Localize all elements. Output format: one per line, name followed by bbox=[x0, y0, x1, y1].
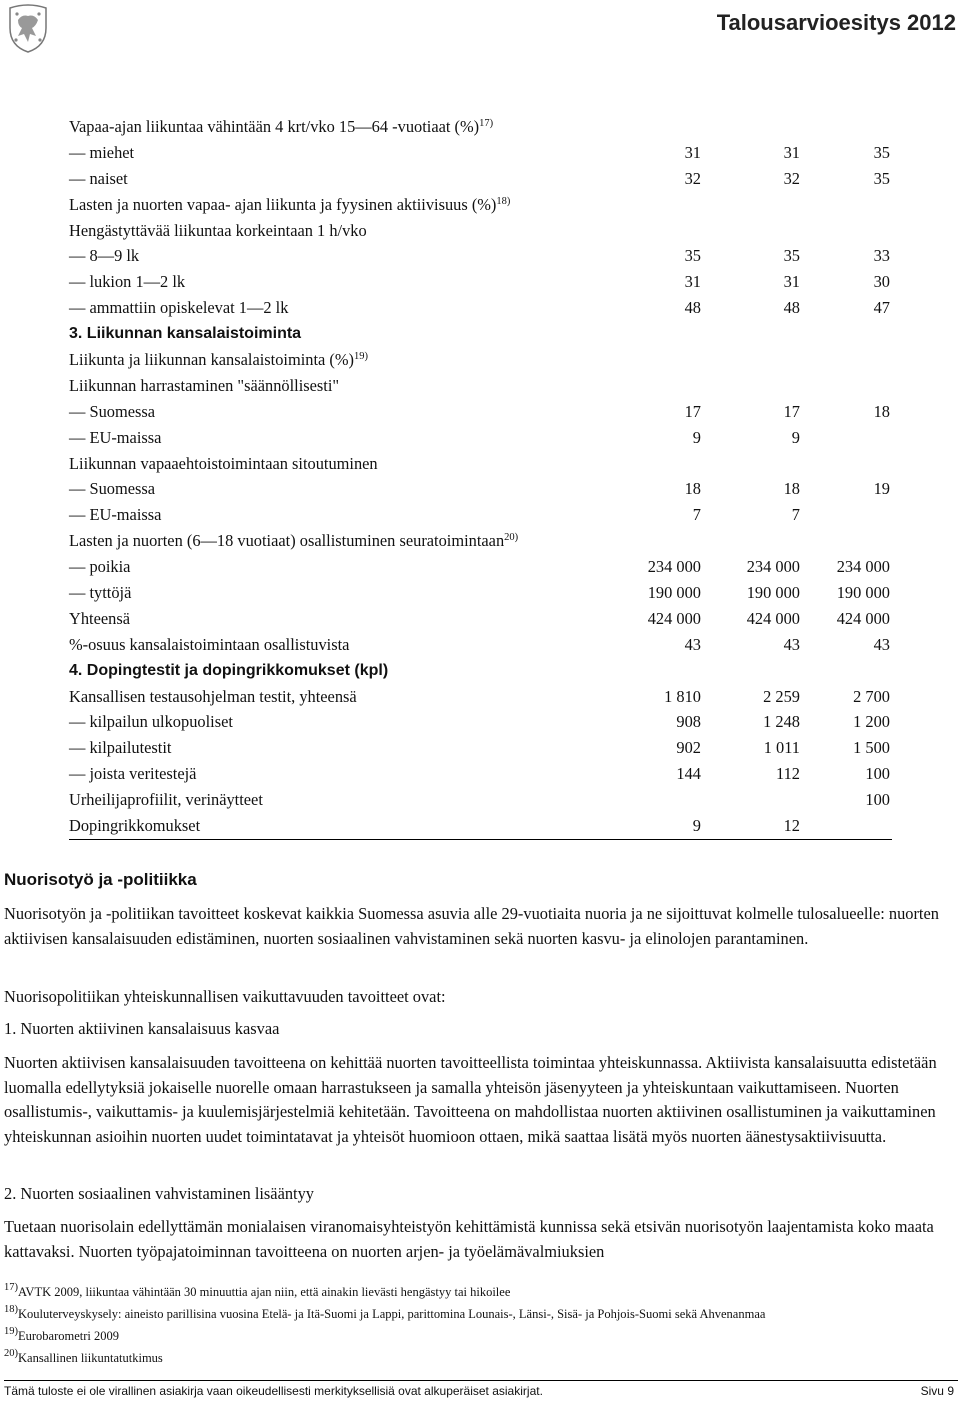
row-label-text: Liikunnan vapaaehtoistoimintaan sitoutuminen bbox=[69, 453, 378, 473]
value-col-2: 43 bbox=[783, 634, 800, 654]
table-row bbox=[69, 502, 892, 528]
value-col-1: 17 bbox=[684, 401, 701, 421]
table-row bbox=[69, 684, 892, 710]
footnote-text: Kouluterveyskysely: aineisto parillisina vuosina Etelä- ja Itä-Suomi ja Lappi, parittomina Lounais-, Länsi-, Sisä- ja Pohjois-Suomi sekä Ahvenanmaa bbox=[18, 1307, 766, 1321]
row-label bbox=[69, 787, 263, 813]
table-row bbox=[69, 166, 892, 192]
section-intro-paragraph: Nuorisotyön ja -politiikan tavoitteet koskevat kaikkia Suomessa asuvia alle 29-vuotiaita nuoria ja ne sijoittuvat kolmelle tulosalueelle: nuorten aktiivisen kansalaisuuden edistäminen, nuorten sosiaalinen vahvistaminen sekä nuorten kasvu- ja elinolojen parantaminen. bbox=[4, 904, 939, 948]
row-label bbox=[69, 399, 155, 425]
goals-intro-paragraph: Nuorisopolitiikan yhteiskunnallisen vaikuttavuuden tavoitteet ovat: bbox=[4, 987, 446, 1006]
row-label-text: — kilpailun ulkopuoliset bbox=[69, 712, 233, 732]
row-label-text: 4. Dopingtestit ja dopingrikkomukset (kpl) bbox=[69, 661, 389, 679]
table-section-heading bbox=[69, 321, 892, 347]
row-label-text: Dopingrikkomukset bbox=[69, 816, 201, 836]
row-label bbox=[69, 451, 378, 477]
row-label bbox=[69, 114, 493, 140]
value-col-1: 9 bbox=[692, 816, 701, 836]
value-col-2: 35 bbox=[783, 246, 800, 266]
value-col-1: 35 bbox=[684, 246, 701, 266]
table-row bbox=[69, 451, 892, 477]
row-label-text: — miehet bbox=[69, 142, 135, 162]
row-label bbox=[69, 580, 131, 606]
value-col-1: 144 bbox=[676, 764, 701, 784]
value-col-1: 43 bbox=[684, 634, 701, 654]
row-label bbox=[69, 606, 130, 632]
row-label bbox=[69, 761, 196, 787]
row-label-text: — 8—9 lk bbox=[69, 246, 140, 266]
row-label-text: Kansallisen testausohjelman testit, yhteensä bbox=[69, 686, 357, 706]
row-label bbox=[69, 192, 510, 218]
table-row bbox=[69, 709, 892, 735]
table-row bbox=[69, 347, 892, 373]
goal2-paragraph: Tuetaan nuorisolain edellyttämän monialaisen viranomaisyhteistyön kehittämistä kunnissa sekä etsivän nuorisotyön laajentamista koko maata kattavaksi. Nuorten työpajatoiminnan tavoitteena on nuorten arjen- ja työelämävalmiuksien bbox=[4, 1217, 934, 1261]
row-label bbox=[69, 476, 155, 502]
row-label bbox=[69, 269, 185, 295]
row-label-text: — ammattiin opiskelevat 1—2 lk bbox=[69, 298, 289, 318]
value-col-2: 31 bbox=[783, 142, 800, 162]
footnote-ref: 18) bbox=[496, 195, 511, 207]
row-label-text: — EU-maissa bbox=[69, 505, 162, 525]
value-col-3: 1 500 bbox=[853, 738, 890, 758]
row-label-text: — lukion 1—2 lk bbox=[69, 272, 186, 292]
value-col-1: 1 810 bbox=[664, 686, 701, 706]
table-row bbox=[69, 606, 892, 632]
row-label bbox=[69, 554, 130, 580]
row-label bbox=[69, 813, 200, 839]
value-col-2: 1 011 bbox=[763, 738, 800, 758]
value-col-3: 35 bbox=[873, 142, 890, 162]
value-col-2: 190 000 bbox=[746, 583, 800, 603]
row-label bbox=[69, 425, 161, 451]
row-label-text: Liikunta ja liikunnan kansalaistoiminta (%) bbox=[69, 350, 354, 370]
value-col-2: 112 bbox=[776, 764, 800, 784]
footnote-ref: 20) bbox=[504, 532, 519, 544]
goal2-title: 2. Nuorten sosiaalinen vahvistaminen lisääntyy bbox=[4, 1184, 314, 1203]
row-label-text: — poikia bbox=[69, 557, 131, 577]
row-label-text: — naiset bbox=[69, 168, 128, 188]
row-label-text: Hengästyttävää liikuntaa korkeintaan 1 h/vko bbox=[69, 220, 367, 240]
table-row bbox=[69, 399, 892, 425]
value-col-3: 19 bbox=[873, 479, 890, 499]
value-col-2: 17 bbox=[783, 401, 800, 421]
value-col-1: 902 bbox=[676, 738, 701, 758]
footnote-number: 19) bbox=[4, 1326, 18, 1337]
row-label-text: Lasten ja nuorten (6—18 vuotiaat) osallistuminen seuratoimintaan bbox=[69, 531, 505, 551]
goal1-title: 1. Nuorten aktiivinen kansalaisuus kasvaa bbox=[4, 1019, 280, 1038]
footnotes bbox=[4, 1281, 958, 1369]
table-row bbox=[69, 192, 892, 218]
value-col-1: 31 bbox=[684, 272, 701, 292]
value-col-1: 7 bbox=[692, 505, 701, 525]
table-row bbox=[69, 528, 892, 554]
value-col-3: 190 000 bbox=[836, 583, 890, 603]
page-number: Sivu 9 bbox=[920, 1384, 954, 1398]
table-row bbox=[69, 632, 892, 658]
table-row bbox=[69, 140, 892, 166]
value-col-2: 2 259 bbox=[763, 686, 800, 706]
table-row bbox=[69, 554, 892, 580]
table-row bbox=[69, 813, 892, 839]
value-col-2: 32 bbox=[783, 168, 800, 188]
table-row bbox=[69, 373, 892, 399]
table-row bbox=[69, 580, 892, 606]
footnote-text: Kansallinen liikuntatutkimus bbox=[18, 1351, 163, 1365]
footnote-ref: 17) bbox=[479, 118, 494, 129]
row-label-text: — Suomessa bbox=[69, 401, 156, 421]
row-label-text: Liikunnan harrastaminen "säännöllisesti" bbox=[69, 375, 340, 395]
footnote-ref: 19) bbox=[353, 351, 368, 363]
footnote bbox=[4, 1281, 958, 1303]
row-label-text: — kilpailutestit bbox=[69, 738, 172, 758]
row-label bbox=[69, 373, 339, 399]
value-col-3: 424 000 bbox=[836, 608, 890, 628]
value-col-2: 9 bbox=[791, 427, 800, 447]
value-col-1: 18 bbox=[684, 479, 701, 499]
row-label bbox=[69, 140, 134, 166]
table-section-heading bbox=[69, 658, 892, 684]
footer-disclaimer: Tämä tuloste ei ole virallinen asiakirja vaan oikeudellisesti merkityksellisiä ovat alkuperäiset asiakirjat. bbox=[4, 1384, 543, 1398]
value-col-3: 1 200 bbox=[853, 712, 890, 732]
value-col-2: 48 bbox=[783, 298, 800, 318]
table-row bbox=[69, 218, 892, 244]
value-col-2: 18 bbox=[783, 479, 800, 499]
table-row bbox=[69, 735, 892, 761]
footnote-text: Eurobarometri 2009 bbox=[18, 1329, 120, 1343]
row-label bbox=[69, 658, 388, 684]
row-label bbox=[69, 295, 288, 321]
row-label-text: — EU-maissa bbox=[69, 427, 162, 447]
value-col-2: 234 000 bbox=[746, 557, 800, 577]
row-label bbox=[69, 709, 233, 735]
row-label-text: Urheilijaprofiilit, verinäytteet bbox=[69, 790, 263, 810]
row-label bbox=[69, 528, 518, 554]
table-row bbox=[69, 787, 892, 813]
row-label bbox=[69, 218, 367, 244]
row-label bbox=[69, 632, 349, 658]
footer-divider bbox=[4, 1380, 958, 1381]
table-row bbox=[69, 476, 892, 502]
table-row bbox=[69, 243, 892, 269]
footnote-number: 17) bbox=[4, 1282, 18, 1293]
row-label-text: %-osuus kansalaistoimintaan osallistuvista bbox=[69, 634, 350, 654]
footnote-number: 18) bbox=[4, 1304, 18, 1315]
document-title: Talousarvioesitys 2012 bbox=[716, 10, 956, 35]
row-label-text: 3. Liikunnan kansalaistoiminta bbox=[69, 325, 302, 343]
row-label bbox=[69, 684, 357, 710]
row-label-text: — tyttöjä bbox=[69, 583, 132, 603]
table-row bbox=[69, 761, 892, 787]
footnote bbox=[4, 1303, 958, 1325]
value-col-3: 100 bbox=[865, 764, 890, 784]
value-col-3: 100 bbox=[865, 790, 890, 810]
page-footer bbox=[4, 1384, 958, 1398]
row-label-text: Vapaa-ajan liikuntaa vähintään 4 krt/vko 15—64 -vuotiaat (%) bbox=[69, 117, 480, 136]
value-col-1: 234 000 bbox=[647, 557, 701, 577]
value-col-2: 31 bbox=[783, 272, 800, 292]
row-label bbox=[69, 243, 139, 269]
value-col-3: 18 bbox=[873, 401, 890, 421]
row-label bbox=[69, 321, 301, 347]
value-col-3: 47 bbox=[873, 298, 890, 318]
table-row bbox=[69, 425, 892, 451]
row-label-text: — Suomessa bbox=[69, 479, 156, 499]
value-col-3: 43 bbox=[873, 634, 890, 654]
row-label bbox=[69, 347, 368, 373]
section-heading: Nuorisotyö ja -politiikka bbox=[4, 870, 197, 889]
value-col-1: 190 000 bbox=[647, 583, 701, 603]
footnote-number: 20) bbox=[4, 1348, 18, 1359]
value-col-1: 32 bbox=[684, 168, 701, 188]
footnote bbox=[4, 1325, 958, 1347]
value-col-3: 35 bbox=[873, 168, 890, 188]
table-row bbox=[69, 269, 892, 295]
value-col-3: 33 bbox=[873, 246, 890, 266]
value-col-3: 234 000 bbox=[836, 557, 890, 577]
table-row bbox=[69, 114, 892, 140]
value-col-2: 12 bbox=[783, 816, 800, 836]
row-label bbox=[69, 166, 128, 192]
value-col-3: 30 bbox=[873, 272, 890, 292]
value-col-1: 908 bbox=[676, 712, 701, 732]
value-col-2: 1 248 bbox=[763, 712, 800, 732]
row-label bbox=[69, 502, 161, 528]
goal1-paragraph: Nuorten aktiivisen kansalaisuuden tavoitteena on kehittää nuorten tavoitteellista toimintaa yhteiskunnassa. Aktiivista kansalaisuutta edistetään luomalla edellytyksiä jokaiselle nuorelle omaan harrastukseen ja samalla yhteisön jäsenyyteen ja yhteiskuntaan vaikuttamiseen. Nuorten osallistumis-, vaikuttamis- ja kuulemisjärjestelmiä kehitetään. Tavoitteena on mahdollistaa nuorten aktiivinen osallistuminen ja vaikuttaminen yhteiskunnan asioihin nuorten uudet toimintatavat ja yhteisöt huomioon ottaen, mikä saattaa lisätä myös nuorten äänestysaktiivisuutta. bbox=[4, 1053, 937, 1146]
value-col-2: 7 bbox=[791, 505, 800, 525]
statistics-table bbox=[69, 114, 892, 840]
row-label bbox=[69, 735, 171, 761]
value-col-1: 48 bbox=[684, 298, 701, 318]
footnote bbox=[4, 1347, 958, 1369]
row-label-text: Lasten ja nuorten vapaa- ajan liikunta ja fyysinen aktiivisuus (%) bbox=[69, 194, 497, 214]
value-col-3: 2 700 bbox=[853, 686, 890, 706]
value-col-2: 424 000 bbox=[746, 608, 800, 628]
value-col-1: 424 000 bbox=[647, 608, 701, 628]
table-row bbox=[69, 295, 892, 321]
row-label-text: — joista veritestejä bbox=[69, 764, 197, 784]
coat-of-arms-icon bbox=[4, 2, 52, 54]
value-col-1: 31 bbox=[684, 142, 701, 162]
footnote-text: AVTK 2009, liikuntaa vähintään 30 minuuttia ajan niin, että ainakin lievästi hengästyy tai hikoilee bbox=[18, 1285, 511, 1299]
row-label-text: Yhteensä bbox=[69, 608, 130, 628]
value-col-1: 9 bbox=[692, 427, 701, 447]
